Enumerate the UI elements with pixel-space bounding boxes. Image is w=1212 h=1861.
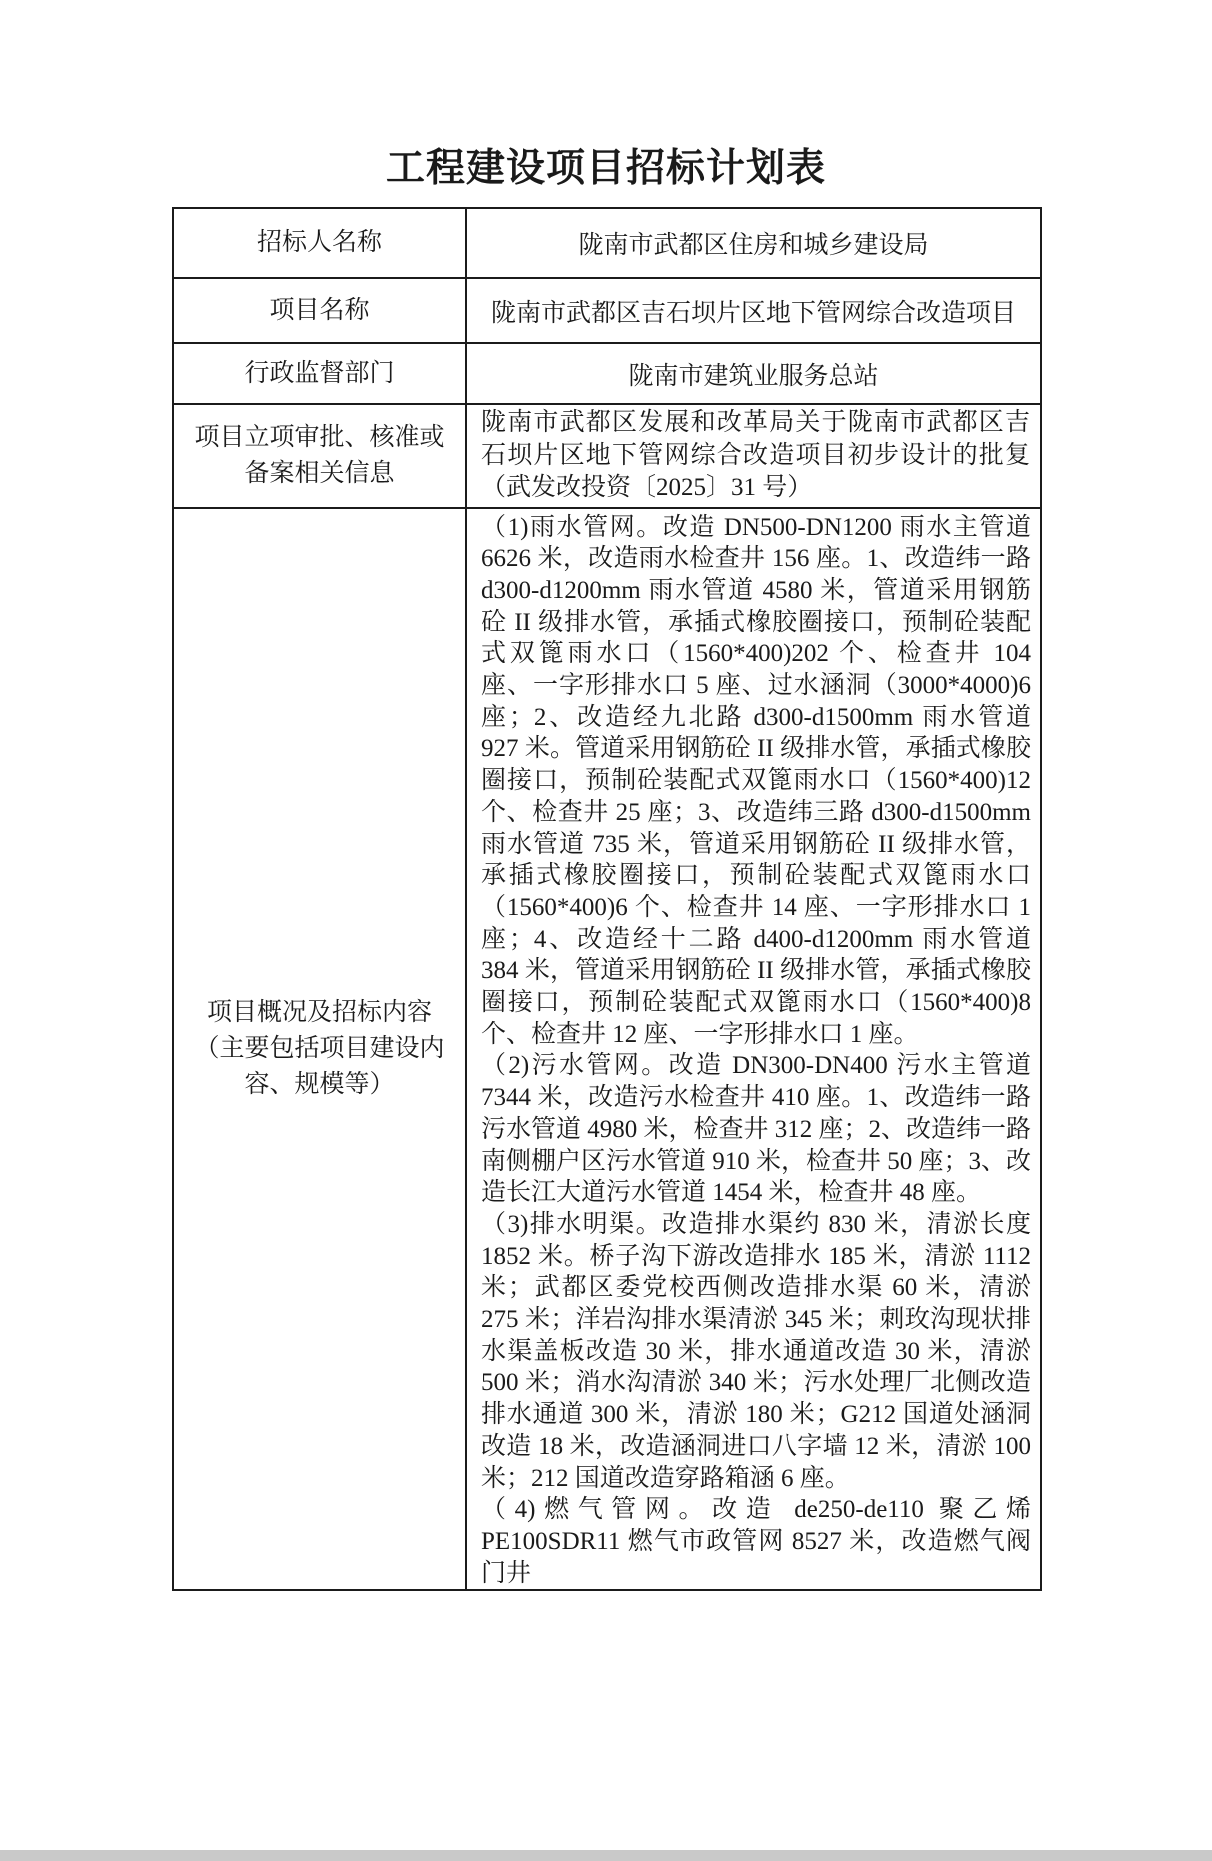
paragraph-rainwater-network: （1)雨水管网。改造 DN500-DN1200 雨水主管道 6626 米，改造雨水检查井 156 座。1、改造纬一路 d300-d1200mm 雨水管道 4580 米，管道采用钢筋砼 II 级排水管，承插式橡胶圈接口，预制砼装配式双篦雨水口（1560*400)202 个、检查井 104 座、一字形排水口 5 座、过水涵洞（3000*4000)6 座；2、改造经九北路 d300-d1500mm 雨水管道 927 米。管道采用钢筋砼 II 级排水管，承插式橡胶圈接口，预制砼装配式双篦雨水口（1560*400)12 个、检查井 25 座；3、改造纬三路 d300-d1500mm 雨水管道 735 米，管道采用钢筋砼 II 级排水管，承插式橡胶圈接口，预制砼装配式双篦雨水口（1560*400)6 个、检查井 14 座、一字形排水口 1 座；4、改造经十二路 d400-d1200mm 雨水管道 384 米，管道采用钢筋砼 II 级排水管，承插式橡胶圈接口，预制砼装配式双篦雨水口（1560*400)8 个、检查井 12 座、一字形排水口 1 座。 [481,513,1031,1048]
bidding-plan-table [172,207,1042,1591]
table-row-supervision-department [173,343,1041,404]
document-page [0,142,1212,1591]
table-row-approval-info [173,404,1041,508]
row-label: 行政监督部门 [173,343,466,404]
row-value: 陇南市武都区发展和改革局关于陇南市武都区吉石坝片区地下管网综合改造项目初步设计的批复（武发改投资〔2025〕31 号） [466,404,1041,508]
row-label: 项目名称 [173,278,466,343]
paragraph-sewage-network: （2)污水管网。改造 DN300-DN400 污水主管道 7344 米，改造污水检查井 410 座。1、改造纬一路污水管道 4980 米，检查井 312 座；2、改造纬一路南侧棚户区污水管道 910 米，检查井 50 座；3、改造长江大道污水管道 1454 米，检查井 48 座。 [481,1052,1032,1207]
row-value: 陇南市武都区吉石坝片区地下管网综合改造项目 [466,278,1041,343]
bottom-bar [0,1850,1212,1861]
row-label: 招标人名称 [173,208,466,278]
paragraph-open-drainage-channel: （3)排水明渠。改造排水渠约 830 米，清淤长度 1852 米。桥子沟下游改造排水 185 米，清淤 1112 米；武都区委党校西侧改造排水渠 60 米，清淤 275 米；洋岩沟排水渠清淤 345 米；刺玫沟现状排水渠盖板改造 30 米，排水通道改造 30 米，清淤 500 米；消水沟清淤 340 米；污水处理厂北侧改造排水通道 300 米，清淤 180 米；G212 国道处涵洞改造 18 米，改造涵洞进口八字墙 12 米，清淤 100 米；212 国道改造穿路箱涵 6 座。 [481,1210,1031,1492]
row-value: 陇南市武都区住房和城乡建设局 [466,208,1041,278]
row-value [466,508,1041,1591]
page-title: 工程建设项目招标计划表 [385,147,826,190]
table-row-project-name [173,278,1041,343]
row-value: 陇南市建筑业服务总站 [466,343,1041,404]
row-label: 项目概况及招标内容（主要包括项目建设内容、规模等） [173,508,466,1591]
paragraph-gas-network: （4)燃气管网。改造 de250-de110 聚乙烯 PE100SDR11 燃气市政管网 8527 米，改造燃气阀门井 [481,1496,1031,1587]
row-label: 项目立项审批、核准或备案相关信息 [173,404,466,508]
table-row-project-overview [173,508,1041,1591]
table-row-bidder-name [173,208,1041,278]
